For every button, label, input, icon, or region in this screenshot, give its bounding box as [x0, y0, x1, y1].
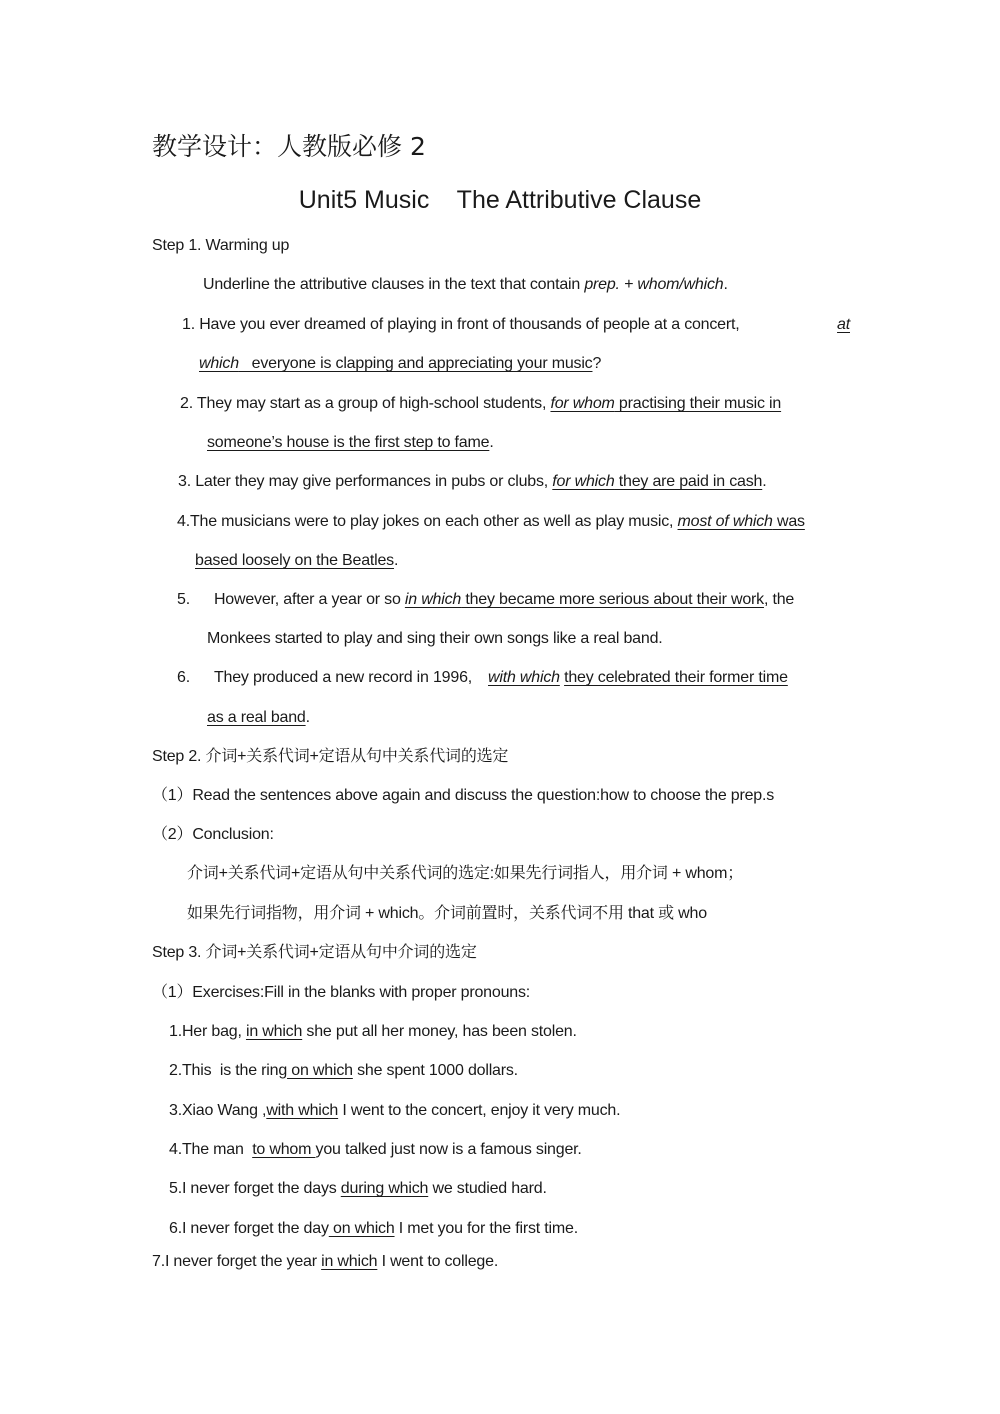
step2-heading: Step 2. 介词+关系代词+定语从句中关系代词的选定: [152, 748, 509, 765]
exercise-1: 1.Her bag, in which she put all her money, has been stolen.: [169, 1023, 577, 1040]
exercise-answer: with which: [266, 1102, 339, 1119]
exercise-4: 4.The man to whom you talked just now is a famous singer.: [169, 1141, 582, 1158]
step1-instruction: Underline the attributive clauses in the text that contain prep. + whom/which.: [203, 276, 728, 293]
exercise-answer: in which: [245, 1023, 303, 1040]
step3-heading: Step 3. 介词+关系代词+定语从句中介词的选定: [152, 944, 477, 961]
step2-item-2: （2）Conclusion:: [152, 826, 274, 843]
conclusion-line-1: 介词+关系代词+定语从句中关系代词的选定:如果先行词指人，用介词 + whom；: [187, 865, 744, 882]
sentence-4-line2: based loosely on the Beatles.: [195, 552, 399, 569]
sentence-1-line1: 1. Have you ever dreamed of playing in front of thousands of people at a concert, at: [182, 316, 850, 333]
sentence-4-line1: 4.The musicians were to play jokes on each other as well as play music, most of which was: [177, 513, 805, 530]
conclusion-line-2: 如果先行词指物，用介词 + which。介词前置时，关系代词不用 that 或 who: [187, 905, 707, 922]
document-title-cn: 教学设计：人教版必修 2: [152, 132, 426, 161]
exercise-7: 7.I never forget the year in which I went to college.: [152, 1253, 499, 1270]
step1-heading: Step 1. Warming up: [152, 237, 290, 254]
exercise-answer: in which: [321, 1253, 378, 1270]
sentence-6-line2: as a real band.: [207, 709, 310, 726]
sentence-1-line2: which everyone is clapping and appreciating your music?: [199, 355, 602, 372]
exercise-5: 5.I never forget the days during which we studied hard.: [169, 1180, 547, 1197]
exercise-answer: during which: [340, 1180, 429, 1197]
sentence-5-line1: 5. However, after a year or so in which they became more serious about their work, the: [177, 591, 795, 608]
sentence-6-line1: 6. They produced a new record in 1996, with which they celebrated their former time: [177, 669, 788, 686]
sentence-3: 3. Later they may give performances in pubs or clubs, for which they are paid in cash.: [178, 473, 767, 490]
document-title-en: Unit5 Music The Attributive Clause: [298, 186, 702, 214]
exercise-2: 2.This is the ring on which she spent 1000 dollars.: [169, 1062, 518, 1079]
sentence-2-line1: 2. They may start as a group of high-school students, for whom practising their music in: [180, 395, 782, 412]
exercise-answer: on which: [287, 1062, 353, 1079]
exercise-3: 3.Xiao Wang ,with which I went to the concert, enjoy it very much.: [169, 1102, 621, 1119]
step2-item-1: （1）Read the sentences above again and discuss the question:how to choose the prep.s: [152, 787, 775, 804]
sentence-2-line2: someone’s house is the first step to fame.: [207, 434, 494, 451]
sentence-5-line2: Monkees started to play and sing their own songs like a real band.: [207, 630, 663, 647]
exercise-answer: to whom: [252, 1141, 316, 1158]
exercise-label: （1）Exercises:Fill in the blanks with proper pronouns:: [152, 984, 531, 1001]
exercise-answer: on which: [328, 1220, 395, 1237]
exercise-6: 6.I never forget the day on which I met you for the first time.: [169, 1220, 578, 1237]
